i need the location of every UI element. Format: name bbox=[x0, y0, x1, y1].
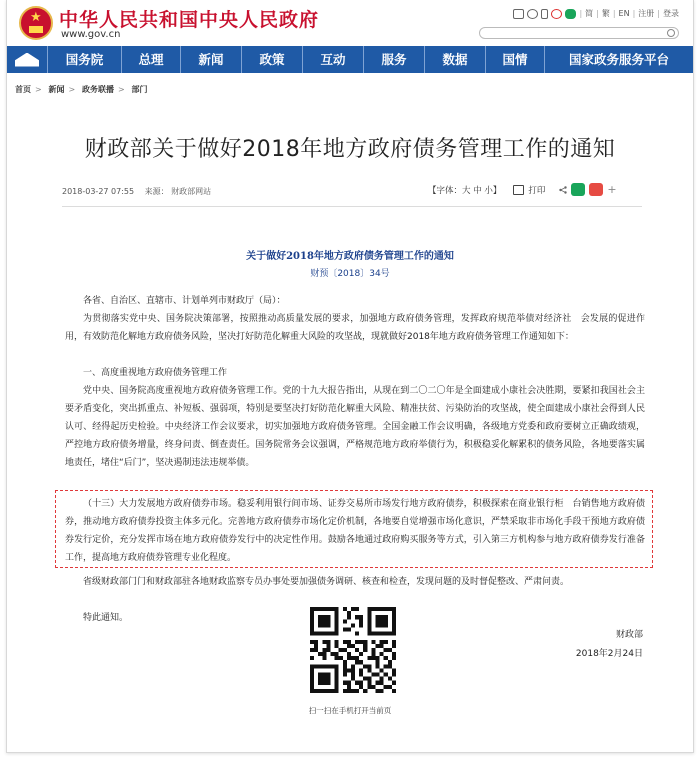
simplified-link[interactable]: 简 bbox=[585, 9, 594, 18]
divider bbox=[62, 206, 642, 207]
highlight-paragraph: （十三）大力发展地方政府债券市场。稳妥利用银行间市场、证券交易所市场发行地方政府债券，积极探索在商业银行柜 台销售地方政府债券，推动地方政府债券投资主体多元化。完善地方政府债券市场化定价机制，各地要自觉增强市场化意识，严禁采取非市场化手段干预地方政府债券发行定价，充分发挥市场在地方政府债券发行中的决定性作用。鼓励各地通过政府购买服务等方式，引入第三方机构参与地方政府债券发行准备工作，提高地方政府债券管理专业化程度。 bbox=[65, 499, 645, 563]
chevron-right-icon: > bbox=[118, 85, 125, 94]
nav-item-service[interactable]: 服务 bbox=[363, 46, 424, 73]
chevron-right-icon: > bbox=[35, 85, 42, 94]
utility-bar: | 简 | 繁 | EN | 注册 | 登录 bbox=[513, 8, 679, 19]
nav-item-news[interactable]: 新闻 bbox=[180, 46, 241, 73]
login-link[interactable]: 登录 bbox=[663, 9, 679, 18]
english-link[interactable]: EN bbox=[618, 9, 630, 18]
nav-item-policy[interactable]: 政策 bbox=[241, 46, 302, 73]
main-nav bbox=[7, 46, 693, 73]
more-share-icon[interactable]: + bbox=[607, 183, 617, 196]
rss-icon[interactable] bbox=[527, 9, 538, 19]
traditional-link[interactable]: 繁 bbox=[601, 9, 610, 18]
section-body: 党中央、国务院高度重视地方政府债务管理工作。党的十九大报告指出，从现在到二〇二〇年是全面建成小康社会决胜期，要紧扣我国社会主要矛盾变化，突出抓重点、补短板、强弱项，特别是要坚决打好防范化解重大风险、精准扶贫、污染防治的攻坚战，使全面建成小康社会得到人民认可、经得起历史检验。中央经济工作会议要求，切实加强地方政府债务管理。全国金融工作会议明确，各级地方党委和政府要树立正确政绩观，严控地方政府债务增量，终身问责、倒查责任。国务院常务会议强调，严格规范地方政府举债行为，积极稳妥化解累积的债务风险，各地要落实属地责任，堵住“后门”，坚决遏制违法违规举债。 bbox=[65, 386, 645, 468]
intro-paragraph: 为贯彻落实党中央、国务院决策部署，按照推动高质量发展的要求，加强地方政府债务管理，发挥政府规范举债对经济社 会发展的促进作用，有效防范化解地方政府债务风险，坚决打好防范化解重大风险的攻坚战，现就做好2018年地方政府债务管理工作通知如下： bbox=[65, 314, 645, 342]
nav-item-interaction[interactable]: 互动 bbox=[302, 46, 363, 73]
breadcrumb-home[interactable]: 首页 bbox=[15, 85, 31, 94]
print-icon[interactable] bbox=[513, 185, 524, 195]
site-url[interactable]: www.gov.cn bbox=[61, 29, 121, 40]
breadcrumb-news[interactable]: 新闻 bbox=[48, 85, 65, 94]
search-icon[interactable] bbox=[667, 29, 675, 37]
register-link[interactable]: 注册 bbox=[638, 9, 655, 18]
nav-item-data[interactable]: 数据 bbox=[424, 46, 485, 73]
nav-item-state-council[interactable]: 国务院 bbox=[47, 46, 121, 73]
national-emblem-icon[interactable]: ★ bbox=[19, 6, 53, 40]
breadcrumb-department[interactable]: 部门 bbox=[131, 85, 148, 94]
breadcrumb-affairs[interactable]: 政务联播 bbox=[82, 85, 114, 94]
article-source: 来源： 财政部网站 bbox=[144, 187, 212, 196]
site-title[interactable]: 中华人民共和国中央人民政府 bbox=[59, 9, 320, 31]
weibo-share-icon[interactable] bbox=[589, 183, 603, 196]
font-size-selector[interactable]: 【字体：大 中 小】 bbox=[428, 185, 502, 196]
nav-item-service-platform[interactable]: 国家政务服务平台 bbox=[544, 46, 693, 73]
wechat-share-icon[interactable] bbox=[571, 183, 585, 196]
wechat-icon[interactable] bbox=[565, 9, 576, 19]
document-title: 关于做好2018年地方政府债务管理工作的通知 bbox=[246, 251, 454, 262]
publish-date: 2018-03-27 07:55 bbox=[62, 187, 135, 196]
search-input[interactable] bbox=[479, 27, 679, 39]
nav-home[interactable] bbox=[7, 46, 47, 73]
page-frame bbox=[6, 0, 694, 753]
closing-paragraph: 省级财政部门门和财政部驻各地财政监察专员办事处要加强债务调研、核查和检查，发现问题的及时督促整改、严肃问责。 bbox=[83, 577, 570, 587]
document-number: 财预〔2018〕34号 bbox=[310, 269, 390, 279]
weibo-icon[interactable] bbox=[551, 9, 562, 19]
print-button[interactable]: 打印 bbox=[528, 185, 546, 196]
breadcrumb bbox=[15, 84, 148, 95]
chevron-right-icon: > bbox=[68, 85, 76, 94]
section-heading: 一、高度重视地方政府债务管理工作 bbox=[83, 368, 228, 378]
closing-phrase: 特此通知。 bbox=[83, 613, 129, 623]
salutation: 各省、自治区、直辖市、计划单列市财政厅（局）： bbox=[83, 296, 286, 306]
nav-item-national-info[interactable]: 国情 bbox=[485, 46, 544, 73]
signer: 财政部 bbox=[615, 630, 643, 640]
article-title: 财政部关于做好2018年地方政府债务管理工作的通知 bbox=[84, 137, 616, 162]
article-meta bbox=[62, 186, 211, 197]
article-tools bbox=[428, 183, 617, 196]
mobile-icon[interactable] bbox=[541, 9, 548, 19]
share-icon[interactable] bbox=[559, 186, 567, 194]
home-icon bbox=[15, 53, 39, 67]
sign-date: 2018年2月24日 bbox=[575, 649, 643, 659]
qr-caption: 扫一扫在手机打开当前页 bbox=[308, 706, 392, 715]
qr-code-icon bbox=[310, 607, 396, 693]
site-header bbox=[7, 0, 693, 46]
nav-item-premier[interactable]: 总理 bbox=[121, 46, 180, 73]
mail-icon[interactable] bbox=[513, 9, 524, 19]
